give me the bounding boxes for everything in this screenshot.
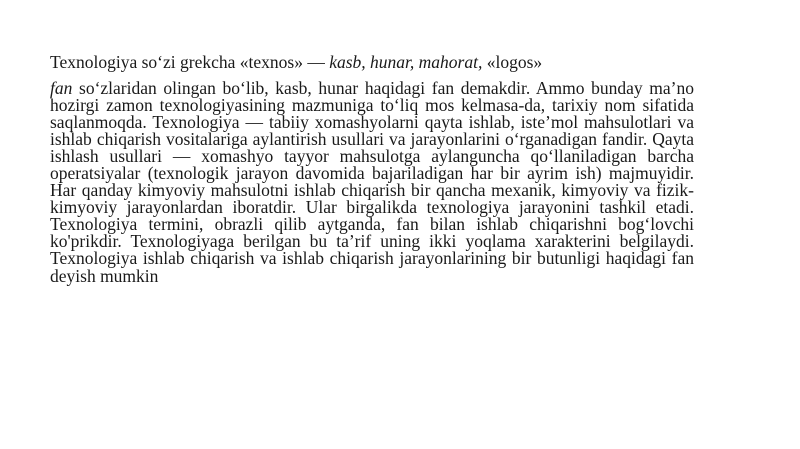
opening-text-end: «logos» bbox=[482, 52, 543, 72]
opening-text: Texnologiya so‘zi grekcha «texnos» — bbox=[50, 52, 330, 72]
body-paragraph bbox=[50, 80, 694, 285]
opening-line bbox=[50, 52, 700, 72]
paragraph-italic-word: fan bbox=[50, 78, 73, 98]
opening-italic-terms: kasb, hunar, mahorat, bbox=[329, 52, 483, 72]
paragraph-text: so‘zlaridan olingan bo‘lib, kasb, hunar haqidagi fan demakdir. Ammo bunday ma’no hozirgi zamon texnologiyasining mazmuniga to‘liq mos kelmasa-da, tarixiy nom sifatida saqlanmoqda. Texnologiya — tabiiy xomashyolarni qayta ishlab, iste’mol mahsulotlari va ishlab chiqarish vositalariga aylantirish usullari va jarayonlarini o‘rganadigan fandir. Qayta ishlash usullari — xomashyo tayyor mahsulotga aylanguncha qo‘llaniladigan barcha operatsiyalar (texnologik jarayon davomida bajariladigan har bir ayrim ish) majmuyidir. Har qanday kimyoviy mahsulotni ishlab chiqarish bir qancha mexanik, kimyoviy va fizik-kimyoviy jarayonlardan iboratdir. Ular birgalikda texnologiya jarayonini tashkil etadi. Texnologiya termini, obrazli qilib aytganda, fan bilan ishlab chiqarishni bog‘lovchi ko'prikdir. Texnologiyaga berilgan bu ta’rif uning ikki yoqlama xarakterini belgilaydi. Texnologiya ishlab chiqarish va ishlab chiqarish jarayonlarining bir butunligi haqidagi fan deyish mumkin bbox=[50, 78, 694, 286]
